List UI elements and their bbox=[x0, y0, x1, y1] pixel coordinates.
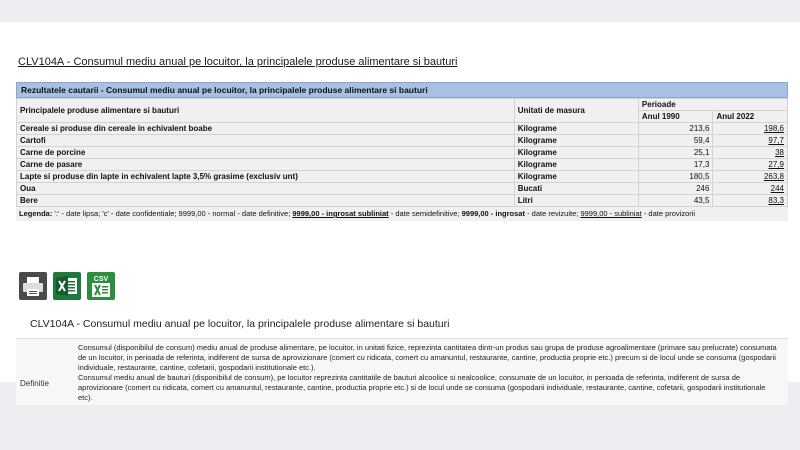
row-product: Carne de porcine bbox=[17, 147, 515, 159]
table-row bbox=[17, 123, 788, 135]
legend-bold: 9999,00 - ingrosat bbox=[461, 209, 525, 218]
row-value-1990: 59,4 bbox=[638, 135, 713, 147]
row-value-2022: 244 bbox=[713, 183, 788, 195]
results-header: Rezultatele cautarii - Consumul mediu anual pe locuitor, la principalele produse alimentare si bauturi bbox=[16, 82, 788, 98]
row-value-2022: 27,9 bbox=[713, 159, 788, 171]
table-row bbox=[17, 135, 788, 147]
column-header-year-2022: Anul 2022 bbox=[713, 111, 788, 123]
row-product: Lapte si produse din lapte in echivalent lapte 3,5% grasime (exclusiv unt) bbox=[17, 171, 515, 183]
results-panel bbox=[16, 82, 788, 221]
definition-paragraph-1: Consumul (disponibilul de consum) mediu anual de produse alimentare, pe locuitor, in unitati fizice, reprezinta cantitatea dintr-un produs sau grupa de produse agroalimentare (primare sau prelucrate) consumata de un locuitor, in perioada de referinta, indiferent de sursa de aprovizionare (comert cu ridicata, comert cu amanuntul, restaurante, cantine, productia proprie etc.) precum si de locul unde se consuma (gospodarii individuale, restaurante, cantine, cofetarii, gospodarii institutionale etc.). bbox=[78, 343, 777, 372]
legend-text-2: - date semidefinitive; bbox=[388, 209, 462, 218]
definition-paragraph-2: Consumul mediu anual de bauturi (disponibilul de consum), pe locuitor reprezinta cantitatile de bauturi alcoolice si nealcoolice, consumate de un locuitor, in perioada de referinta, indiferent de sursa de aprovizionare (comert cu ridicata, comert cu amanuntul, restaurante, cantine, productia proprie etc.) si de locul unde se consuma (gospodarii individuale, restaurante, cantine, cofetarii, gospodarii institutionale etc). bbox=[78, 373, 766, 402]
definition-block bbox=[16, 338, 788, 405]
results-table bbox=[16, 98, 788, 207]
definition-text bbox=[78, 343, 778, 403]
row-unit: Kilograme bbox=[514, 135, 638, 147]
table-row bbox=[17, 171, 788, 183]
table-header-row bbox=[17, 99, 788, 111]
legend-label: Legenda: bbox=[19, 209, 53, 218]
row-value-1990: 17,3 bbox=[638, 159, 713, 171]
row-product: Carne de pasare bbox=[17, 159, 515, 171]
row-product: Cartofi bbox=[17, 135, 515, 147]
excel-icon bbox=[53, 272, 81, 300]
definition-label: Definitie bbox=[20, 379, 49, 388]
row-value-1990: 246 bbox=[638, 183, 713, 195]
printer-icon bbox=[19, 272, 47, 300]
row-value-1990: 180,5 bbox=[638, 171, 713, 183]
row-unit: Kilograme bbox=[514, 159, 638, 171]
row-value-1990: 213,6 bbox=[638, 123, 713, 135]
page-title[interactable]: CLV104A - Consumul mediu anual pe locuitor, la principalele produse alimentare si bauturi bbox=[18, 56, 458, 68]
row-unit: Bucati bbox=[514, 183, 638, 195]
legend-text-1: ':' - date lipsa; 'c' - date confidentiale; 9999,00 - normal - date definitive; bbox=[52, 209, 293, 218]
csv-label: CSV bbox=[93, 276, 109, 283]
row-value-2022: 97,7 bbox=[713, 135, 788, 147]
table-row bbox=[17, 195, 788, 207]
export-csv-button[interactable] bbox=[87, 272, 115, 300]
legend-text-4: - date provizorii bbox=[641, 209, 696, 218]
print-button[interactable] bbox=[19, 272, 47, 300]
table-row bbox=[17, 159, 788, 171]
row-value-2022: 263,8 bbox=[713, 171, 788, 183]
column-header-product: Principalele produse alimentare si bauturi bbox=[17, 99, 515, 123]
export-excel-button[interactable] bbox=[53, 272, 81, 300]
row-product: Cereale si produse din cereale in echivalent boabe bbox=[17, 123, 515, 135]
row-product: Oua bbox=[17, 183, 515, 195]
table-row bbox=[17, 183, 788, 195]
column-header-year-1990: Anul 1990 bbox=[638, 111, 713, 123]
definition-section-title: CLV104A - Consumul mediu anual pe locuitor, la principalele produse alimentare si bauturi bbox=[30, 318, 450, 330]
csv-icon bbox=[87, 272, 115, 300]
legend-bold-underline: 9999,00 - ingrosat subliniat bbox=[292, 209, 389, 218]
row-unit: Kilograme bbox=[514, 171, 638, 183]
table-row bbox=[17, 147, 788, 159]
row-value-1990: 25,1 bbox=[638, 147, 713, 159]
legend-text-3: - date revizuite; bbox=[524, 209, 581, 218]
column-header-period: Perioade bbox=[638, 99, 787, 111]
page-content bbox=[0, 22, 800, 402]
legend-underline: 9999,00 - subliniat bbox=[580, 209, 642, 218]
row-unit: Kilograme bbox=[514, 123, 638, 135]
row-value-2022: 38 bbox=[713, 147, 788, 159]
legend bbox=[16, 207, 788, 221]
row-value-1990: 43,5 bbox=[638, 195, 713, 207]
row-value-2022: 198,6 bbox=[713, 123, 788, 135]
row-unit: Litri bbox=[514, 195, 638, 207]
row-product: Bere bbox=[17, 195, 515, 207]
row-value-2022: 83,3 bbox=[713, 195, 788, 207]
row-unit: Kilograme bbox=[514, 147, 638, 159]
column-header-unit: Unitati de masura bbox=[514, 99, 638, 123]
